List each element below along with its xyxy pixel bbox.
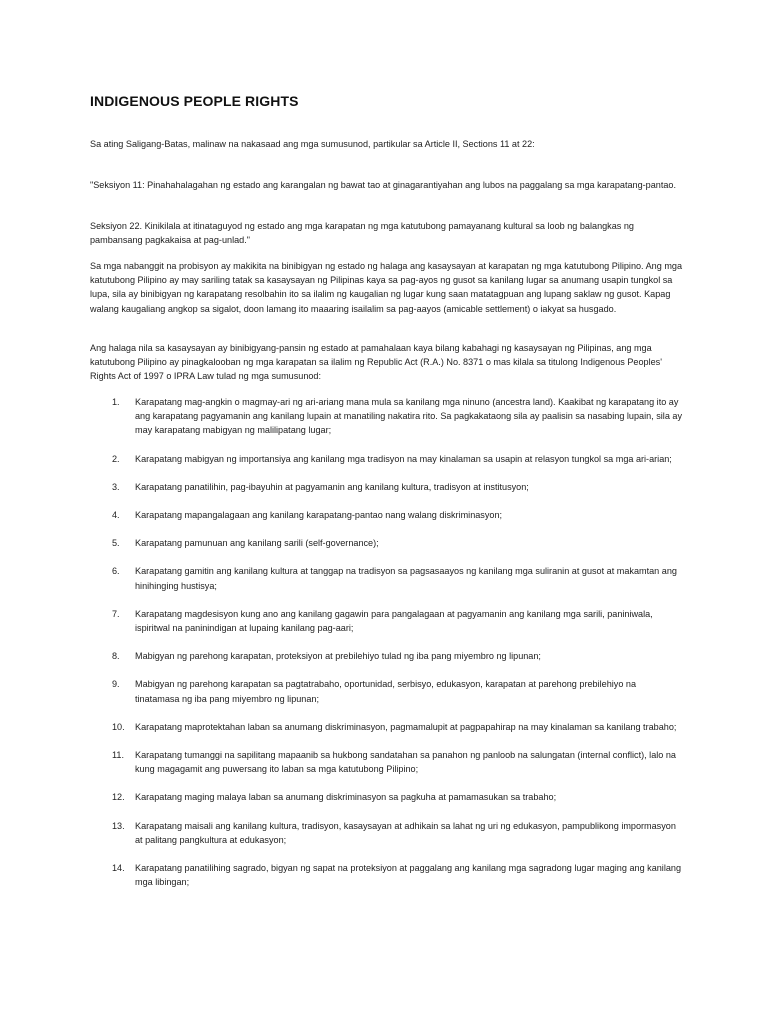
rights-list-item: [90, 536, 682, 550]
list-item-number: 12.: [112, 792, 125, 803]
list-item-text: Karapatang maging malaya laban sa anumang diskriminasyon sa pagkuha at pamamasukan sa trabaho;: [135, 792, 557, 803]
rights-list-item: [90, 480, 682, 494]
body-paragraph-2: Ang halaga nila sa kasaysayan ay binibigyang-pansin ng estado at pamahalaan kaya bilang kabahagi ng kasaysayan ng Pilipinas, ang mga katutubong Pilipino ay pinagkalooban ng mga karapatan sa ilalim ng Republic Act (R.A.) No. 8371 o mas kilala sa titulong Indigenous Peoples' Rights Act of 1997 o IPRA Law tulad ng mga sumusunod:: [90, 343, 662, 382]
list-item-text: Karapatang mabigyan ng importansiya ang kanilang mga tradisyon na may kinalaman sa usapin at relasyon tungkol sa mga ari-arian;: [135, 453, 672, 464]
list-item-text: Mabigyan ng parehong karapatan sa pagtatrabaho, oportunidad, serbisyo, edukasyon, karapatan at parehong prebilehiyo na tinatamasa ng iba pang miyembro ng lipunan;: [135, 679, 637, 704]
list-item-number: 6.: [112, 566, 120, 577]
rights-list-item: [90, 395, 682, 438]
list-item-text: Karapatang gamitin ang kanilang kultura at tanggap na tradisyon sa pagsasaayos ng kanilang mga suliranin at gusot at makamtan ang hinihinging hustisya;: [135, 566, 677, 591]
document-title: INDIGENOUS PEOPLE RIGHTS: [90, 93, 299, 109]
list-item-text: Karapatang panatilihin, pag-ibayuhin at pagyamanin ang kanilang kultura, tradisyon at institusyon;: [135, 481, 529, 492]
rights-list-item: [90, 649, 682, 663]
rights-list-item: [90, 564, 682, 592]
list-item-number: 2.: [112, 453, 120, 464]
list-item-text: Mabigyan ng parehong karapatan, proteksiyon at prebilehiyo tulad ng iba pang miyembro ng lipunan;: [135, 651, 541, 662]
quote-section-11: "Seksiyon 11: Pinahahalagahan ng estado ang karangalan ng bawat tao at ginagarantiyahan ang lubos na paggalang sa mga karapatang-pantao.: [90, 180, 677, 190]
list-item-number: 4.: [112, 510, 120, 521]
list-item-number: 10.: [112, 721, 125, 732]
intro-paragraph: Sa ating Saligang-Batas, malinaw na nakasaad ang mga sumusunod, partikular sa Article II, Sections 11 at 22:: [90, 139, 535, 149]
list-item-text: Karapatang mag-angkin o magmay-ari ng ari-ariang mana mula sa kanilang mga ninuno (ancestra land). Kaakibat ng karapatang ito ay ang karapatang pagyamanin ang kanilang lupain at manatiling nakatira rito. Sa pagkakataong sila ay paalisin sa nasabing lupain, sila ay may karapatang mabigyan ng malilipatang lugar;: [135, 397, 683, 436]
rights-list: [90, 395, 682, 903]
rights-list-item: [90, 748, 682, 776]
list-item-number: 5.: [112, 538, 120, 549]
list-item-number: 9.: [112, 679, 120, 690]
list-item-number: 1.: [112, 397, 120, 407]
list-item-number: 14.: [112, 863, 125, 874]
quote-section-22: Seksiyon 22. Kinikilala at itinataguyod ng estado ang mga karapatan ng mga katutubong pamayanang kultural sa loob ng balangkas ng pambansang pagkakaisa at pag-unlad.": [90, 221, 634, 246]
list-item-text: Karapatang mapangalagaan ang kanilang karapatang-pantao nang walang diskriminasyon;: [135, 510, 503, 521]
rights-list-item: [90, 720, 682, 734]
rights-list-item: [90, 452, 682, 466]
rights-list-item: [90, 861, 682, 889]
list-item-text: Karapatang magdesisyon kung ano ang kanilang gagawin para pangalagaan at pagyamanin ang kanilang mga sarili, paniniwala, ispiritwal na paninindigan at lupaing kanilang pag-aari;: [135, 608, 653, 634]
list-item-number: 3.: [112, 481, 120, 492]
list-item-number: 11.: [112, 750, 124, 761]
list-item-number: 7.: [112, 608, 120, 619]
body-paragraph-1: Sa mga nabanggit na probisyon ay makikita na binibigyan ng estado ng halaga ang kasaysayan at karapatan ng mga katutubong Pilipino. Ang mga katutubong Pilipino ay may sariling tatak sa kasaysayan ng Pilipinas kaya sa pag-ayos ng gusot sa kanilang lugar sa anumang usapin tungkol sa lupa, sila ay binibigyan ng karapatang resolbahin ito sa ilalim ng kaugalian ng lugar kung saan matatagpuan ang lupang saklaw ng gusot. Kapag walang kaugaliang angkop sa sigalot, doon lamang ito maaaring isailalim sa pag-aayos (amicable settlement) o iakyat sa husgado.: [90, 261, 683, 314]
list-item-text: Karapatang maprotektahan laban sa anumang diskriminasyon, pagmamalupit at pagpapahirap na may kinalaman sa kanilang trabaho;: [135, 721, 677, 732]
rights-list-item: [90, 790, 682, 804]
list-item-number: 13.: [112, 820, 125, 831]
rights-list-item: [90, 677, 682, 705]
rights-list-item: [90, 607, 682, 635]
list-item-text: Karapatang panatilihing sagrado, bigyan ng sapat na proteksiyon at paggalang ang kanilang mga sagradong lugar maging ang kanilang mga libingan;: [135, 863, 682, 888]
list-item-text: Karapatang pamunuan ang kanilang sarili (self-governance);: [135, 538, 379, 549]
rights-list-item: [90, 508, 682, 522]
list-item-number: 8.: [112, 651, 120, 662]
list-item-text: Karapatang maisali ang kanilang kultura, tradisyon, kasaysayan at adhikain sa lahat ng uri ng edukasyon, pampublikong impormasyon at palitang pangkultura at edukasyon;: [135, 820, 676, 845]
list-item-text: Karapatang tumanggi na sapilitang mapaanib sa hukbong sandatahan sa panahon ng panloob na salungatan (internal conflict), lalo na kung magagamit ang puwersang ito laban sa mga katutubong Pilipino;: [135, 750, 676, 775]
rights-list-item: [90, 819, 682, 847]
